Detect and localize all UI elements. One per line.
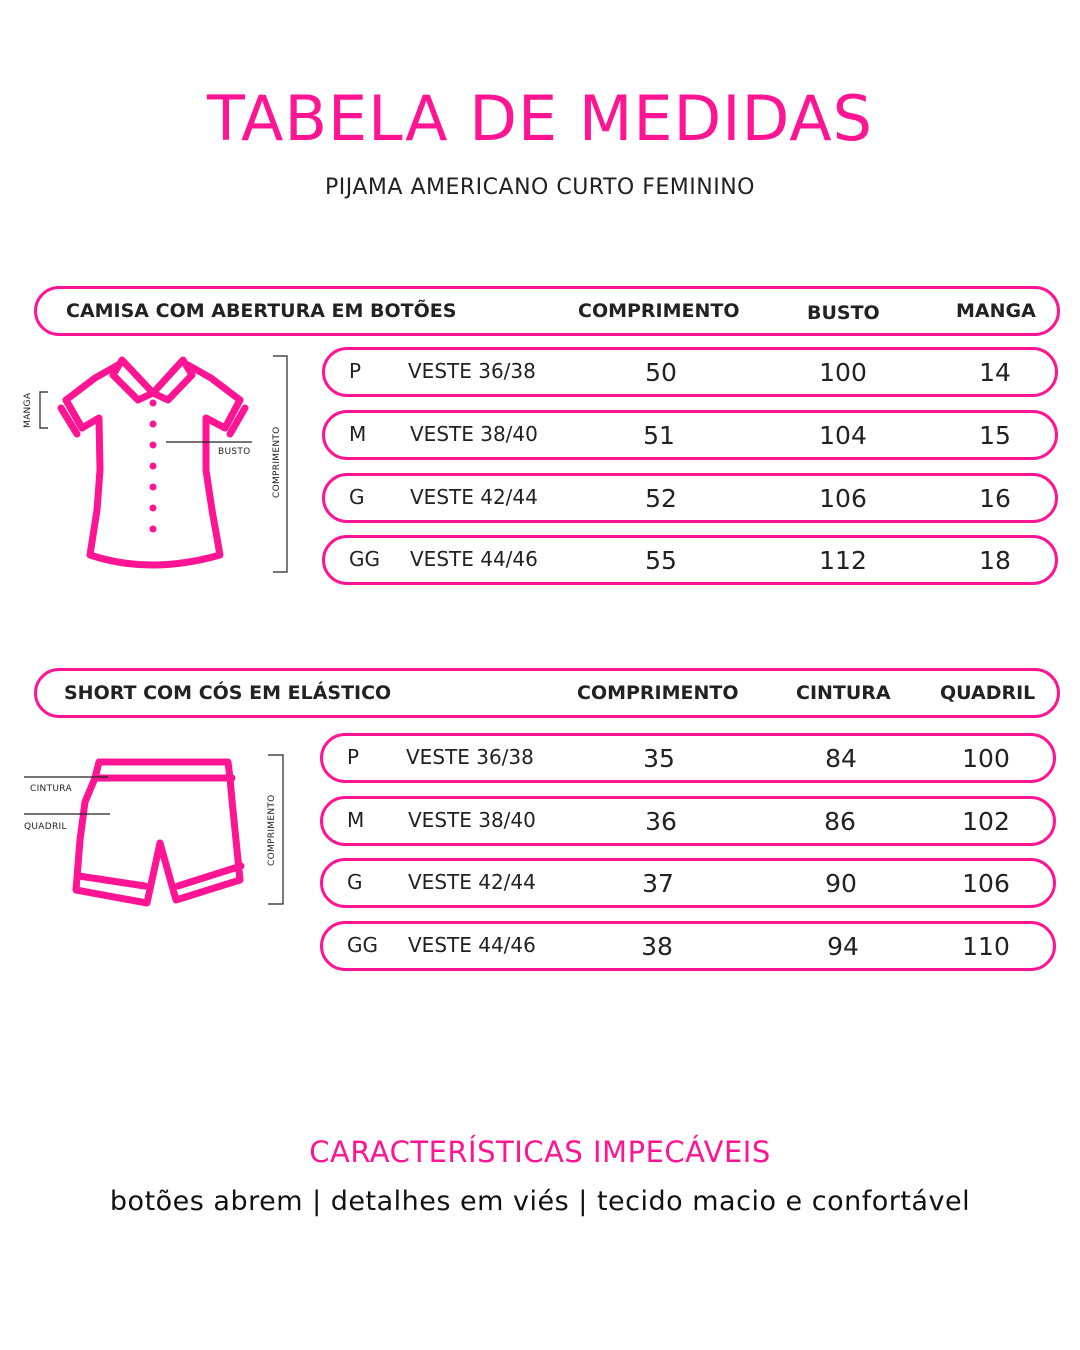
fit-label: VESTE 38/40	[410, 422, 538, 446]
cintura-value: 84	[825, 744, 857, 773]
comprimento-value: 55	[645, 546, 677, 575]
fit-label: VESTE 38/40	[408, 808, 536, 832]
busto-value: 100	[819, 358, 867, 387]
shorts-label-quadril: QUADRIL	[24, 822, 67, 832]
fit-label: VESTE 42/44	[410, 485, 538, 509]
features-title: CARACTERÍSTICAS IMPECÁVEIS	[309, 1135, 771, 1169]
shorts-label-cintura: CINTURA	[30, 784, 72, 794]
shirt-col-busto: BUSTO	[807, 302, 880, 324]
shirt-table-header	[34, 286, 1060, 336]
size-label: M	[347, 808, 365, 832]
quadril-value: 106	[962, 869, 1010, 898]
shorts-row-gg	[320, 921, 1056, 971]
cintura-value: 94	[827, 932, 859, 961]
shirt-col-comprimento: COMPRIMENTO	[578, 300, 740, 322]
fit-label: VESTE 36/38	[408, 359, 536, 383]
shirt-label-comprimento: COMPRIMENTO	[272, 426, 282, 498]
fit-label: VESTE 44/46	[410, 547, 538, 571]
busto-value: 104	[819, 421, 867, 450]
page-title: TABELA DE MEDIDAS	[206, 82, 873, 155]
size-label: M	[349, 422, 367, 446]
shorts-row-g	[320, 858, 1056, 908]
comprimento-value: 52	[645, 484, 677, 513]
shirt-col-manga: MANGA	[956, 300, 1036, 322]
shorts-section-title: SHORT COM CÓS EM ELÁSTICO	[64, 682, 392, 704]
shirt-label-busto: BUSTO	[218, 447, 251, 457]
shorts-col-cintura: CINTURA	[796, 682, 891, 704]
shirt-section-title: CAMISA COM ABERTURA EM BOTÕES	[66, 300, 457, 322]
shirt-row-gg	[322, 535, 1058, 585]
quadril-value: 100	[962, 744, 1010, 773]
shorts-row-m	[320, 796, 1056, 846]
shirt-row-m	[322, 410, 1058, 460]
manga-value: 15	[979, 421, 1011, 450]
manga-value: 18	[979, 546, 1011, 575]
shirt-label-manga: MANGA	[23, 392, 33, 428]
manga-value: 14	[979, 358, 1011, 387]
shirt-icon	[0, 340, 300, 580]
shorts-col-comprimento: COMPRIMENTO	[577, 682, 739, 704]
size-label: P	[349, 359, 362, 383]
fit-label: VESTE 36/38	[406, 745, 534, 769]
page-subtitle: PIJAMA AMERICANO CURTO FEMININO	[325, 175, 755, 200]
shirt-row-g	[322, 473, 1058, 523]
comprimento-value: 36	[645, 807, 677, 836]
shorts-col-quadril: QUADRIL	[940, 682, 1036, 704]
cintura-value: 86	[824, 807, 856, 836]
size-label: G	[347, 870, 363, 894]
cintura-value: 90	[825, 869, 857, 898]
busto-value: 106	[819, 484, 867, 513]
comprimento-value: 51	[643, 421, 675, 450]
comprimento-value: 37	[642, 869, 674, 898]
size-label: P	[347, 745, 360, 769]
size-label: G	[349, 485, 365, 509]
manga-value: 16	[979, 484, 1011, 513]
fit-label: VESTE 44/46	[408, 933, 536, 957]
comprimento-value: 38	[641, 932, 673, 961]
quadril-value: 102	[962, 807, 1010, 836]
shorts-label-comprimento: COMPRIMENTO	[267, 794, 277, 866]
features-text: botões abrem | detalhes em viés | tecido macio e confortável	[109, 1186, 971, 1217]
shorts-table-header	[34, 668, 1060, 718]
comprimento-value: 50	[645, 358, 677, 387]
busto-value: 112	[819, 546, 867, 575]
comprimento-value: 35	[643, 744, 675, 773]
size-label: GG	[349, 547, 380, 571]
shirt-row-p	[322, 347, 1058, 397]
size-label: GG	[347, 933, 378, 957]
shorts-row-p	[320, 733, 1056, 783]
quadril-value: 110	[962, 932, 1010, 961]
fit-label: VESTE 42/44	[408, 870, 536, 894]
